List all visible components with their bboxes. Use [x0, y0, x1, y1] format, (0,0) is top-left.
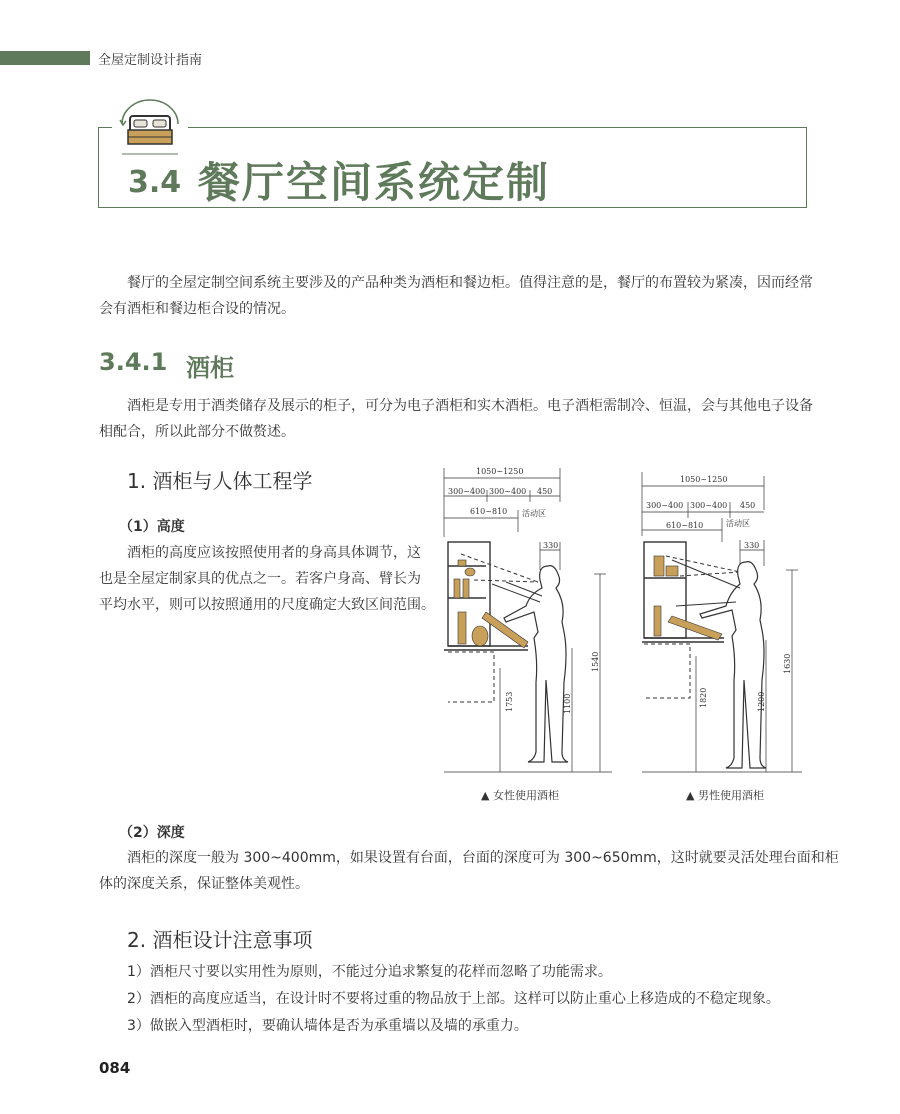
section-para-line-2: 相配合，所以此部分不做赘述。: [99, 424, 295, 440]
female-wine-cabinet-diagram: [436, 462, 614, 778]
dim-reach: 610~810: [666, 521, 704, 530]
dim-1200: 1200: [757, 691, 766, 712]
dim-1753: 1753: [505, 691, 514, 712]
section-para-line-1: 酒柜是专用于酒类储存及展示的柜子，可分为电子酒柜和实木酒柜。电子酒柜需制冷、恒温，会与其他电子设备: [127, 398, 813, 414]
subsection-1-title: 1. 酒柜与人体工程学: [127, 469, 313, 493]
intro-line-1: 餐厅的全屋定制空间系统主要涉及的产品种类为酒柜和餐边柜。值得注意的是，餐厅的布置较为紧凑，因而经常: [127, 275, 813, 291]
dim-330: 330: [543, 541, 559, 550]
dim-330: 330: [744, 541, 760, 550]
male-diagram-caption: ▲ 男性使用酒柜: [686, 789, 764, 802]
dim-1540: 1540: [591, 651, 600, 672]
male-wine-cabinet-diagram: [636, 466, 806, 778]
section-number: 3.4.1: [99, 348, 168, 376]
dim-b: 300~400: [690, 501, 728, 510]
dim-reach: 610~810: [470, 507, 508, 516]
bed-icon: [112, 98, 188, 158]
dim-1630: 1630: [783, 653, 792, 674]
page-number: 084: [99, 1059, 131, 1077]
height-line-2: 也是全屋定制家具的优点之一。若客户身高、臂长为: [99, 571, 421, 587]
depth-line-1: 酒柜的深度一般为 300~400mm，如果设置有台面，台面的深度可为 300~650mm，这时就要灵活处理台面和柜: [127, 850, 839, 866]
intro-line-2: 会有酒柜和餐边柜合设的情况。: [99, 301, 295, 317]
running-header: 全屋定制设计指南: [98, 53, 203, 68]
activity-zone: 活动区: [726, 519, 750, 528]
dim-a: 300~400: [646, 501, 684, 510]
header-accent-bar: [0, 51, 90, 65]
height-line-3: 平均水平，则可以按照通用的尺度确定大致区间范围。: [99, 597, 435, 613]
note-item-1: 1）酒柜尺寸要以实用性为原则，不能过分追求繁复的花样而忽略了功能需求。: [127, 964, 612, 980]
note-item-2: 2）酒柜的高度应适当，在设计时不要将过重的物品放于上部。这样可以防止重心上移造成的不稳定现象。: [127, 991, 780, 1007]
female-diagram-caption: ▲ 女性使用酒柜: [481, 789, 559, 802]
height-line-1: 酒柜的高度应该按照使用者的身高具体调节，这: [127, 545, 421, 561]
chapter-number: 3.4: [128, 165, 182, 200]
activity-zone: 活动区: [522, 509, 546, 518]
height-heading: （1）高度: [119, 519, 185, 535]
dim-a: 300~400: [448, 487, 486, 496]
subsection-2-title: 2. 酒柜设计注意事项: [127, 928, 313, 952]
dim-1820: 1820: [699, 687, 708, 708]
dim-c: 450: [537, 487, 553, 496]
dim-1100: 1100: [563, 693, 572, 714]
section-title: 酒柜: [186, 354, 234, 382]
dim-c: 450: [740, 501, 756, 510]
depth-line-2: 体的深度关系，保证整体美观性。: [99, 876, 309, 892]
chapter-title: 餐厅空间系统定制: [198, 158, 551, 207]
depth-heading: （2）深度: [119, 825, 185, 841]
note-item-3: 3）做嵌入型酒柜时，要确认墙体是否为承重墙以及墙的承重力。: [127, 1018, 528, 1034]
dim-total: 1050~1250: [476, 467, 524, 476]
dim-b: 300~400: [489, 487, 527, 496]
dim-total: 1050~1250: [680, 475, 728, 484]
